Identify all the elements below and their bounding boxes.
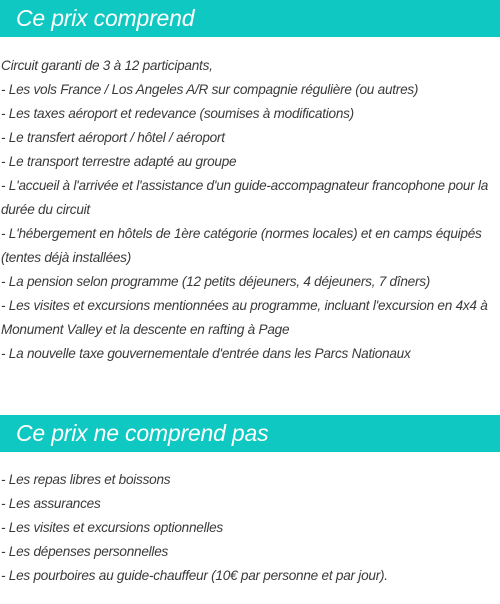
excluded-section-title: Ce prix ne comprend pas xyxy=(16,420,269,446)
excluded-item: - Les repas libres et boissons xyxy=(1,472,171,487)
included-item: - Le transport terrestre adapté au groupe xyxy=(1,154,237,169)
included-item: - L'hébergement en hôtels de 1ère catégorie (normes locales) et en camps équipés (tentes déjà installées) xyxy=(1,226,482,265)
excluded-item: - Les dépenses personnelles xyxy=(1,544,169,559)
included-item: - Le transfert aéroport / hôtel / aéroport xyxy=(1,130,225,145)
excluded-items-list xyxy=(1,468,499,588)
included-item: - Les vols France / Los Angeles A/R sur compagnie régulière (ou autres) xyxy=(1,82,419,97)
included-item: - L'accueil à l'arrivée et l'assistance d'un guide-accompagnateur francophone pour la durée du circuit xyxy=(1,178,489,217)
included-item: - Les taxes aéroport et redevance (soumises à modifications) xyxy=(1,106,354,121)
excluded-item: - Les pourboires au guide-chauffeur (10€ par personne et par jour). xyxy=(1,568,388,583)
included-section-title: Ce prix comprend xyxy=(16,5,195,31)
excluded-item: - Les assurances xyxy=(1,496,101,511)
included-item: Circuit garanti de 3 à 12 participants, xyxy=(1,58,213,73)
included-item: - Les visites et excursions mentionnées au programme, incluant l'excursion en 4x4 à Monument Valley et la descente en rafting à Page xyxy=(1,298,488,337)
included-items-list xyxy=(1,54,499,366)
included-item: - La pension selon programme (12 petits déjeuners, 4 déjeuners, 7 dîners) xyxy=(1,274,431,289)
included-section-header xyxy=(0,0,500,37)
excluded-item: - Les visites et excursions optionnelles xyxy=(1,520,223,535)
included-item: - La nouvelle taxe gouvernementale d'entrée dans les Parcs Nationaux xyxy=(1,346,411,361)
excluded-section-header xyxy=(0,415,500,452)
